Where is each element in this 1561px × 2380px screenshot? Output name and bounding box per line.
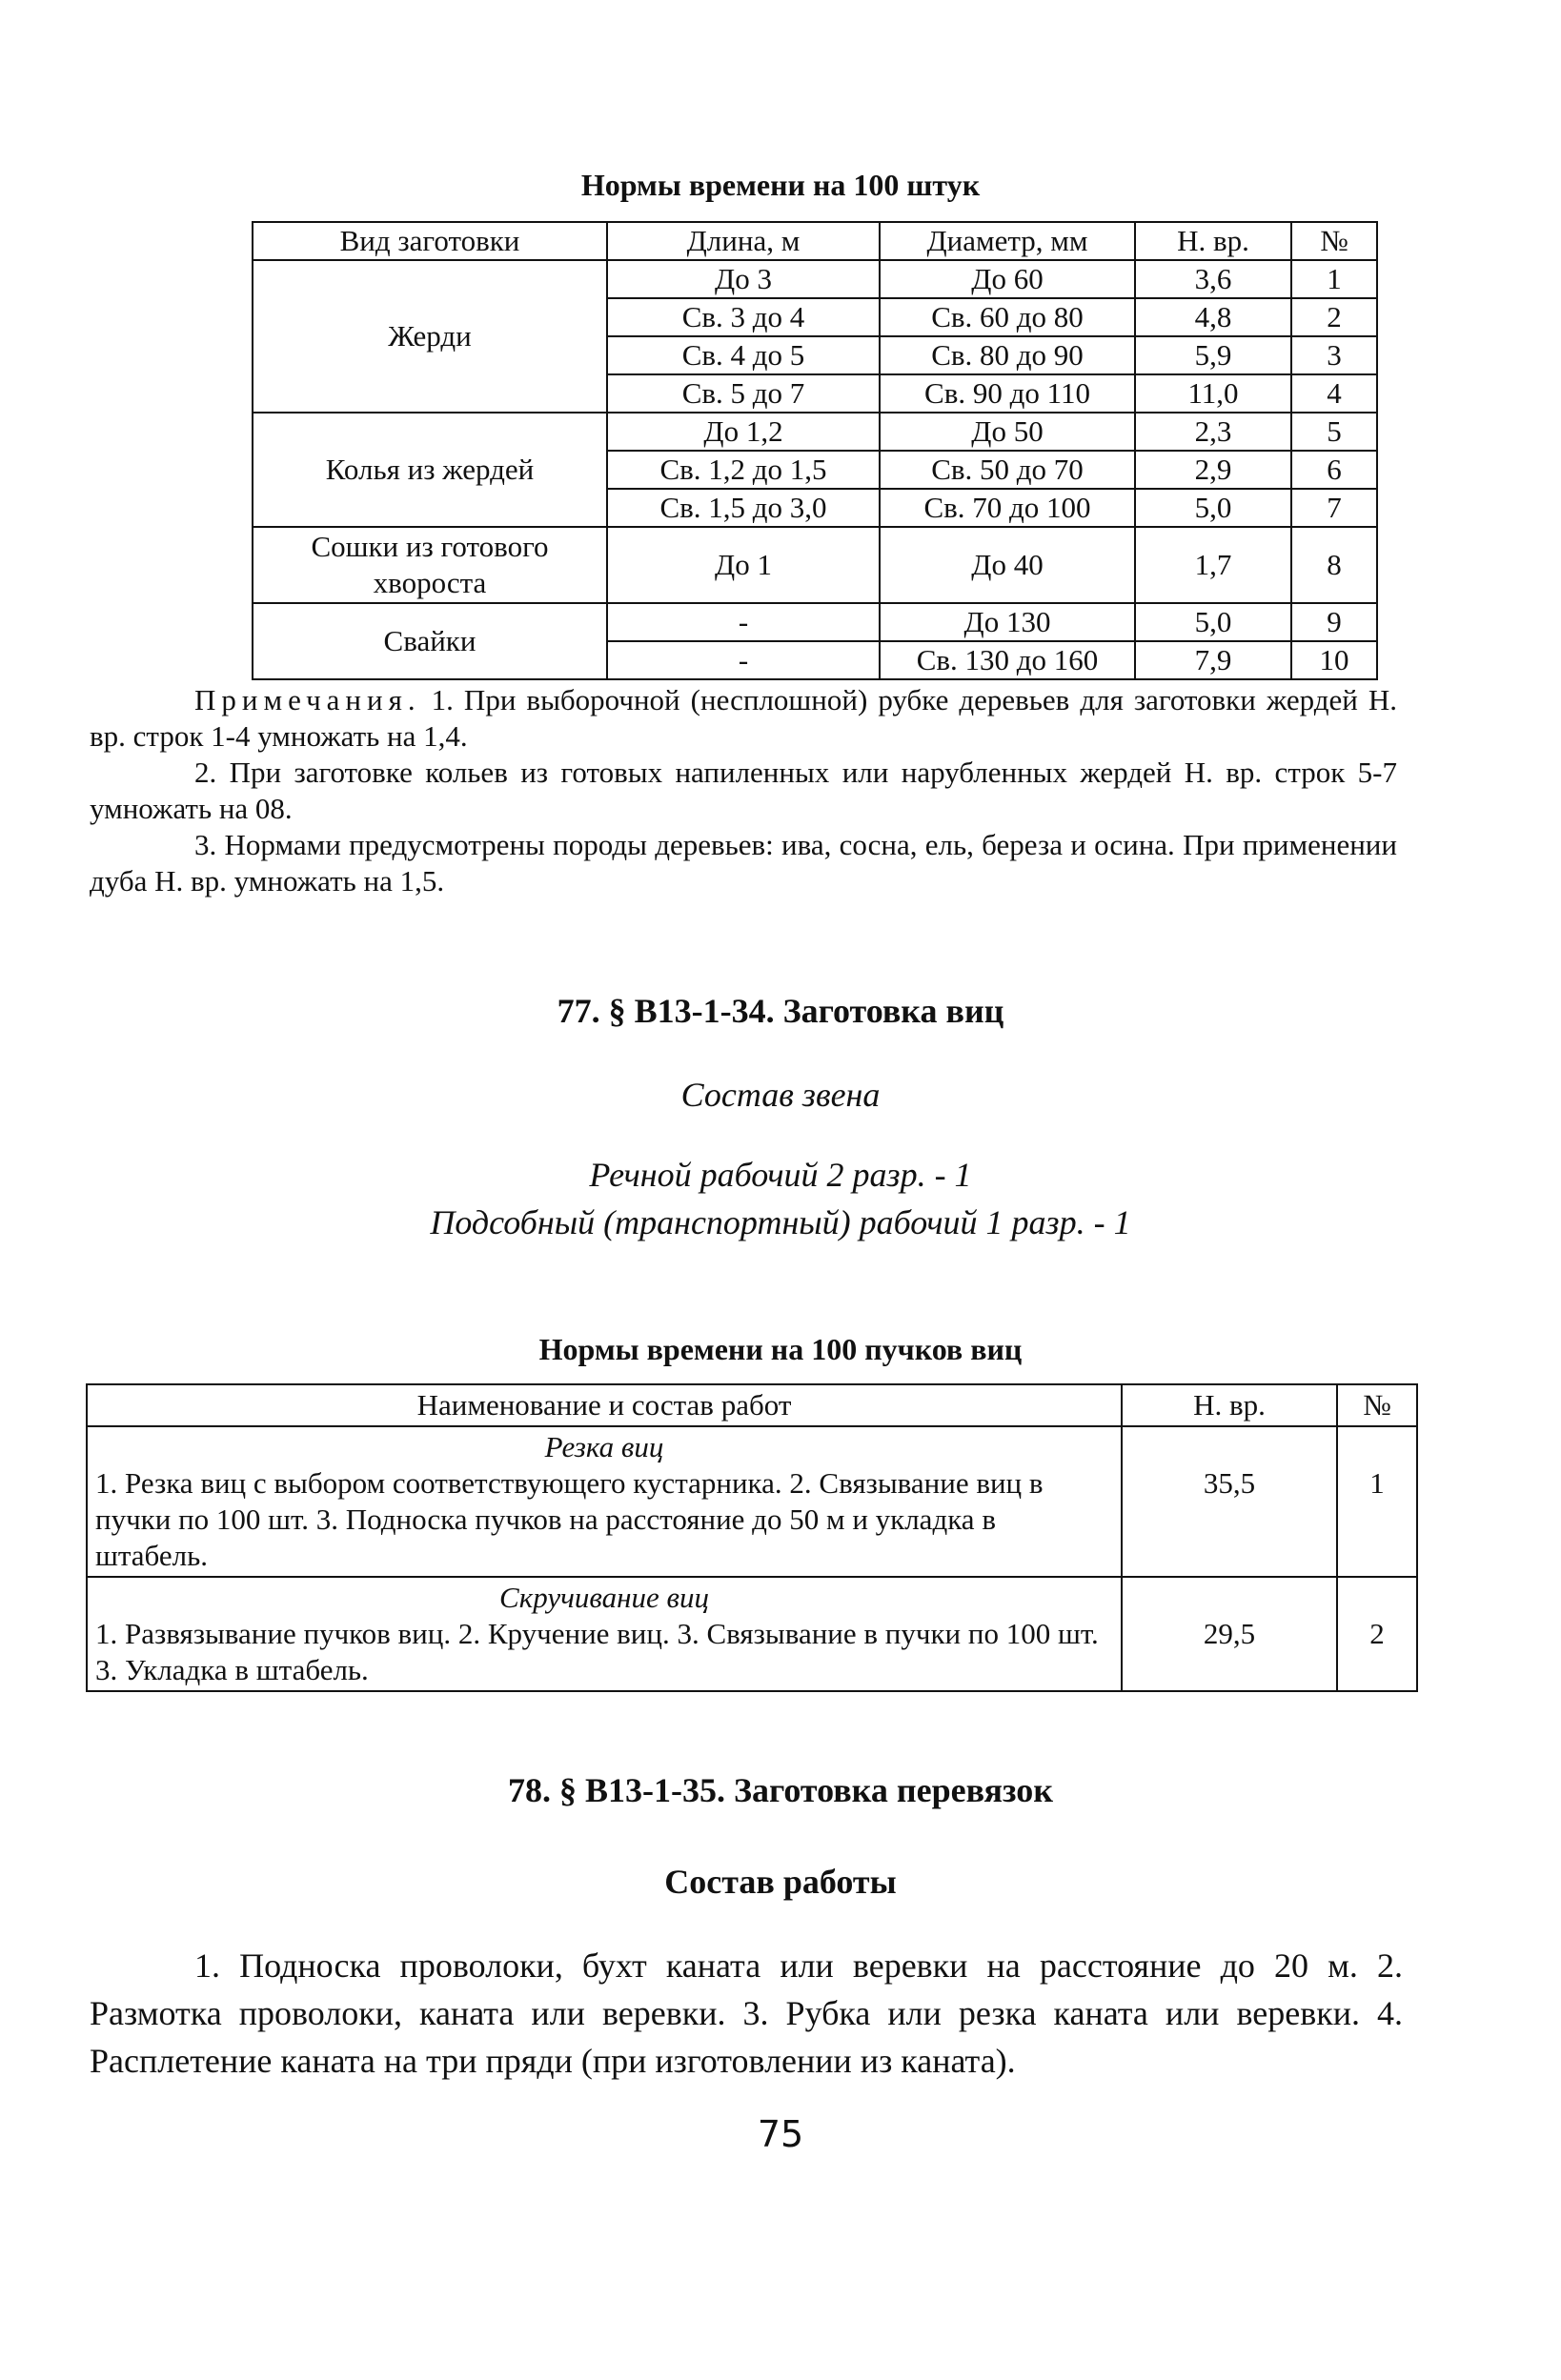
norm-cell: 5,0 [1135,489,1291,527]
table-row [253,527,1377,603]
header-cell: Н. вр. [1122,1384,1337,1426]
norm-cell: 2,3 [1135,413,1291,451]
work-description: 1. Резка виц с выбором соответствующего кустарника. 2. Связывание виц в пучки по 100 шт. 3. Подноска пучков на расстояние до 50 м и укладка в штабель. [95,1466,1044,1572]
norm-cell: 4,8 [1135,298,1291,336]
table2-caption: Нормы времени на 100 пучков виц [538,1332,1023,1366]
length-cell: Св. 5 до 7 [607,374,880,413]
group-name: Сошки из готового хвороста [253,527,607,603]
diameter-cell: До 40 [880,527,1135,603]
notes-label: Примечания. [194,683,421,716]
diameter-cell: Св. 130 до 160 [880,641,1135,679]
table-row [253,603,1377,641]
diameter-cell: Св. 90 до 110 [880,374,1135,413]
diameter-cell: Св. 60 до 80 [880,298,1135,336]
note-2: 2. При заготовке кольев из готовых напиленных или нарубленных жердей Н. вр. строк 5-7 умножать на 08. [90,756,1397,825]
norm-cell: 11,0 [1135,374,1291,413]
note-1-text: 1. При выборочной (несплошной) рубке деревьев для заготовки жердей Н. вр. строк 1-4 умножать на 1,4. [90,683,1398,753]
length-cell: Св. 3 до 4 [607,298,880,336]
work-subtitle: Скручивание виц [499,1581,709,1614]
length-cell: До 1 [607,527,880,603]
norm-cell: 2,9 [1135,451,1291,489]
work-description-cell [87,1577,1122,1691]
work-description-cell [87,1426,1122,1577]
note-3: 3. Нормами предусмотрены породы деревьев: ива, сосна, ель, береза и осина. При применении дуба Н. вр. умножать на 1,5. [90,828,1397,898]
table1-caption: Нормы времени на 100 штук [580,168,981,202]
section-78-title: 78. § В13-1-35. Заготовка перевязок [507,1771,1054,1809]
diameter-cell: До 50 [880,413,1135,451]
table-row [253,260,1377,298]
diameter-cell: Св. 80 до 90 [880,336,1135,374]
number-cell: 4 [1291,374,1377,413]
work-subtitle: Резка виц [544,1430,664,1463]
header-cell: № [1337,1384,1417,1426]
norms-table-pieces [252,221,1378,680]
norm-cell: 1,7 [1135,527,1291,603]
norm-cell: 29,5 [1122,1577,1337,1691]
number-cell: 1 [1291,260,1377,298]
number-cell: 2 [1337,1577,1417,1691]
norm-cell: 3,6 [1135,260,1291,298]
table-header-row [253,222,1377,260]
section-77-title: 77. § В13-1-34. Заготовка виц [557,992,1004,1030]
length-cell: Св. 1,5 до 3,0 [607,489,880,527]
group-name: Жерди [253,260,607,413]
work-description: 1. Развязывание пучков виц. 2. Кручение виц. 3. Связывание в пучки по 100 шт. 3. Укладка в штабель. [95,1617,1099,1686]
table-row [253,413,1377,451]
header-cell: Длина, м [607,222,880,260]
table-row [87,1577,1417,1691]
crew-line-2: Подсобный (транспортный) рабочий 1 разр. - 1 [430,1203,1131,1241]
number-cell: 9 [1291,603,1377,641]
norms-table-bundles [86,1383,1418,1692]
work-steps: 1. Подноска проволоки, бухт каната или веревки на расстояние до 20 м. 2. Размотка проволоки, каната или веревки. 3. Рубка или резка каната или веревки. 4. Расплетение каната на три пряди (при изготовлении из каната). [90,1946,1403,2080]
crew-line-1: Речной рабочий 2 разр. - 1 [589,1156,972,1194]
table-header-row [87,1384,1417,1426]
note-1 [90,682,1397,755]
group-name: Свайки [253,603,607,679]
header-cell: Н. вр. [1135,222,1291,260]
page-number: 75 [757,2113,804,2155]
header-cell: № [1291,222,1377,260]
norm-cell: 5,9 [1135,336,1291,374]
header-cell: Вид заготовки [253,222,607,260]
number-cell: 1 [1337,1426,1417,1577]
length-cell: До 3 [607,260,880,298]
length-cell: - [607,641,880,679]
table1-notes [90,682,1397,899]
header-cell: Наименование и состав работ [87,1384,1122,1426]
diameter-cell: Св. 70 до 100 [880,489,1135,527]
number-cell: 6 [1291,451,1377,489]
diameter-cell: До 130 [880,603,1135,641]
diameter-cell: До 60 [880,260,1135,298]
crew-title: Состав звена [680,1076,881,1114]
group-name: Колья из жердей [253,413,607,527]
section-78-text [90,1942,1403,2085]
diameter-cell: Св. 50 до 70 [880,451,1135,489]
norm-cell: 7,9 [1135,641,1291,679]
length-cell: До 1,2 [607,413,880,451]
table-row [87,1426,1417,1577]
number-cell: 10 [1291,641,1377,679]
number-cell: 7 [1291,489,1377,527]
number-cell: 2 [1291,298,1377,336]
number-cell: 3 [1291,336,1377,374]
number-cell: 5 [1291,413,1377,451]
header-cell: Диаметр, мм [880,222,1135,260]
length-cell: - [607,603,880,641]
length-cell: Св. 4 до 5 [607,336,880,374]
length-cell: Св. 1,2 до 1,5 [607,451,880,489]
work-composition-title: Состав работы [664,1863,897,1901]
norm-cell: 35,5 [1122,1426,1337,1577]
norm-cell: 5,0 [1135,603,1291,641]
number-cell: 8 [1291,527,1377,603]
